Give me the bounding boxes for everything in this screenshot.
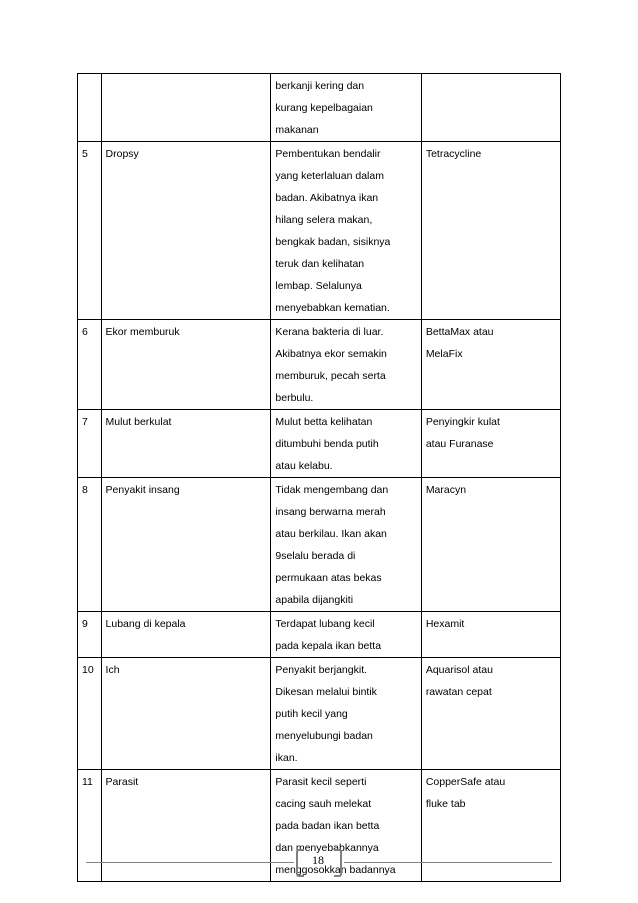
disease-name: Ekor memburuk — [105, 326, 180, 338]
symptom-description-line: menggosokkan badannya — [275, 864, 396, 876]
symptom-description-line: Penyakit berjangkit. — [275, 664, 368, 676]
disease-name: Lubang di kepala — [105, 618, 186, 630]
treatment-line: Tetracycline — [425, 148, 482, 160]
row-number: 10 — [82, 664, 94, 676]
treatment-line: Penyingkir kulat — [425, 416, 500, 428]
row-number-cell — [78, 658, 102, 770]
table-row — [78, 320, 561, 410]
symptom-description-line: Kerana bakteria di luar. — [275, 326, 384, 338]
symptom-description-cell — [271, 142, 421, 320]
symptom-description-line: putih kecil yang — [275, 708, 348, 720]
treatment-line: CopperSafe atau — [425, 776, 506, 788]
treatment-line: MelaFix — [425, 348, 463, 360]
row-number: 9 — [82, 618, 88, 630]
treatment-cell — [421, 658, 560, 770]
symptom-description-cell — [271, 74, 421, 142]
symptom-description-line: hilang selera makan, — [275, 214, 373, 226]
page-footer — [0, 845, 638, 881]
symptom-description-line: lembap. Selalunya — [275, 280, 362, 292]
treatment-line: rawatan cepat — [425, 686, 492, 698]
symptom-description-line: bengkak badan, sisiknya — [275, 236, 391, 248]
table-body — [78, 74, 561, 882]
symptom-description-line: teruk dan kelihatan — [275, 258, 365, 270]
treatment-cell — [421, 320, 560, 410]
footer-bracket-right — [334, 849, 342, 877]
symptom-description-line: 9selalu berada di — [275, 550, 356, 562]
row-number-cell — [78, 410, 102, 478]
symptom-description-line: makanan — [275, 124, 319, 136]
symptom-description-line: dan menyebabkannya — [275, 842, 379, 854]
footer-rule-right — [344, 862, 552, 863]
disease-name-cell — [101, 478, 271, 612]
symptom-description-line: Akibatnya ekor semakin — [275, 348, 387, 360]
symptom-description-line: Parasit kecil seperti — [275, 776, 367, 788]
symptom-description-line: Tidak mengembang dan — [275, 484, 389, 496]
treatment-line: Hexamit — [425, 618, 465, 630]
symptom-description-line: ikan. — [275, 752, 298, 764]
disease-name-cell — [101, 612, 271, 658]
table-row — [78, 74, 561, 142]
symptom-description-line: kurang kepelbagaian — [275, 102, 373, 114]
symptom-description-line: atau kelabu. — [275, 460, 333, 472]
row-number: 5 — [82, 148, 88, 160]
symptom-description-cell — [271, 612, 421, 658]
row-number-cell — [78, 612, 102, 658]
row-number: 6 — [82, 326, 88, 338]
disease-name: Mulut berkulat — [105, 416, 172, 428]
disease-name-cell — [101, 410, 271, 478]
symptom-description-line: Pembentukan bendalir — [275, 148, 381, 160]
treatment-cell — [421, 74, 560, 142]
disease-name-cell — [101, 74, 271, 142]
table-row — [78, 478, 561, 612]
disease-name: Ich — [105, 664, 120, 676]
symptom-description-line: Mulut betta kelihatan — [275, 416, 373, 428]
row-number: 11 — [82, 776, 93, 788]
symptom-description-line: memburuk, pecah serta — [275, 370, 386, 382]
page-number: 18 — [312, 853, 324, 867]
symptom-description-cell — [271, 410, 421, 478]
symptom-description-cell — [271, 658, 421, 770]
symptom-description-line: insang berwarna merah — [275, 506, 386, 518]
treatment-line: fluke tab — [425, 798, 466, 810]
treatment-line: Maracyn — [425, 484, 467, 496]
symptom-description-line: apabila dijangkiti — [275, 594, 354, 606]
symptom-description-line: pada badan ikan betta — [275, 820, 380, 832]
row-number: 8 — [82, 484, 88, 496]
treatment-line: Aquarisol atau — [425, 664, 493, 676]
row-number-cell — [78, 320, 102, 410]
symptom-description-line: permukaan atas bekas — [275, 572, 382, 584]
disease-name-cell — [101, 658, 271, 770]
symptom-description-line: cacing sauh melekat — [275, 798, 372, 810]
symptom-description-cell — [271, 320, 421, 410]
table-row — [78, 142, 561, 320]
row-number-cell — [78, 478, 102, 612]
disease-name-cell — [101, 142, 271, 320]
treatment-cell — [421, 478, 560, 612]
symptom-description-line: atau berkilau. Ikan akan — [275, 528, 387, 540]
symptom-description-line: menyelubungi badan — [275, 730, 373, 742]
disease-name: Penyakit insang — [105, 484, 180, 496]
disease-name: Dropsy — [105, 148, 139, 160]
symptom-description-line: berbulu. — [275, 392, 314, 404]
table-row — [78, 658, 561, 770]
disease-name: Parasit — [105, 776, 139, 788]
treatment-line: atau Furanase — [425, 438, 494, 450]
row-number-cell — [78, 74, 102, 142]
treatment-cell — [421, 142, 560, 320]
disease-table — [77, 73, 561, 882]
symptom-description-line: berkanji kering dan — [275, 80, 365, 92]
symptom-description-cell — [271, 478, 421, 612]
symptom-description-line: pada kepala ikan betta — [275, 640, 382, 652]
symptom-description-line: yang keterlaluan dalam — [275, 170, 384, 182]
row-number: 7 — [82, 416, 88, 428]
symptom-description-line: menyebabkan kematian. — [275, 302, 390, 314]
treatment-cell — [421, 612, 560, 658]
symptom-description-line: badan. Akibatnya ikan — [275, 192, 379, 204]
symptom-description-line: Terdapat lubang kecil — [275, 618, 375, 630]
treatment-cell — [421, 410, 560, 478]
footer-rule-left — [86, 862, 294, 863]
table-row — [78, 410, 561, 478]
symptom-description-line: Dikesan melalui bintik — [275, 686, 377, 698]
symptom-description-line: ditumbuhi benda putih — [275, 438, 379, 450]
table-row — [78, 612, 561, 658]
row-number-cell — [78, 142, 102, 320]
treatment-line: BettaMax atau — [425, 326, 494, 338]
disease-name-cell — [101, 320, 271, 410]
